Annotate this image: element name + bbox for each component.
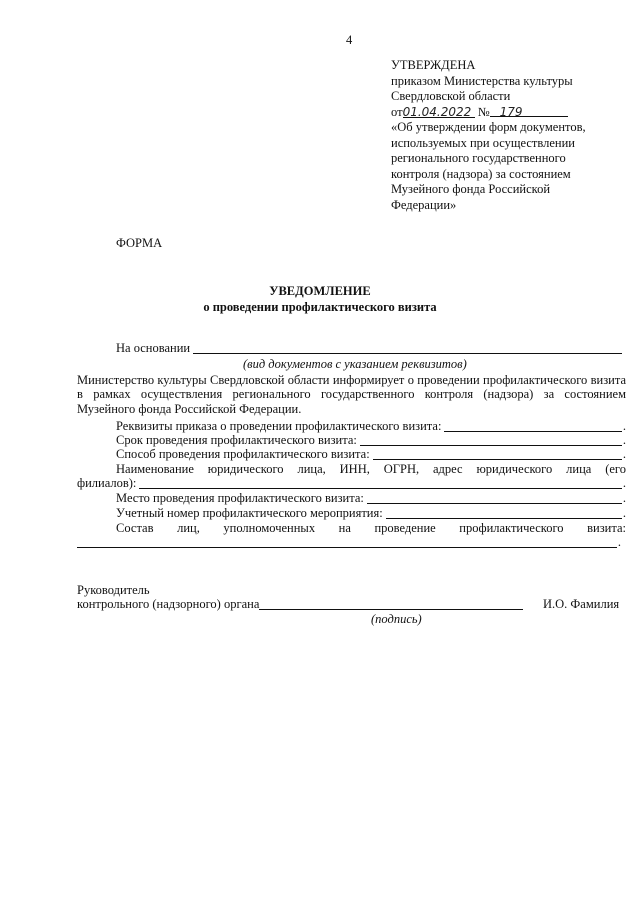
basis-row — [116, 341, 623, 356]
method-terminator: . — [622, 447, 626, 461]
title-line-1: УВЕДОМЛЕНИЕ — [269, 284, 371, 298]
staff-label-line: Состав лиц, уполномоченных на проведение профилактического визита: — [116, 521, 626, 535]
signature-caption: (подпись) — [371, 612, 422, 626]
entity-label-line-1: Наименование юридического лица, ИНН, ОГРН, адрес юридического лица (его — [116, 462, 626, 476]
signature-name: И.О. Фамилия — [543, 597, 620, 611]
approval-block — [391, 58, 586, 213]
signature-input-line[interactable] — [259, 597, 523, 610]
registry-terminator: . — [622, 506, 626, 520]
entity-terminator: . — [622, 476, 626, 490]
about-line-6: Федерации» — [391, 197, 457, 212]
about-line-2: используемых при осуществлении — [391, 135, 575, 150]
title-line-2: о проведении профилактического визита — [203, 300, 437, 314]
date-prefix: от — [391, 104, 403, 119]
about-line-4: контроля (надзора) за состоянием — [391, 166, 571, 181]
handwritten-order-number: 179 — [490, 105, 568, 117]
registry-row — [116, 506, 626, 521]
staff-row — [77, 535, 621, 550]
basis-caption: (вид документов с указанием реквизитов) — [243, 357, 467, 371]
duration-input-line[interactable] — [360, 433, 622, 446]
method-input-line[interactable] — [373, 447, 622, 460]
registry-label: Учетный номер профилактического мероприятия: — [116, 506, 383, 520]
approved-by-line-1: приказом Министерства культуры — [391, 73, 573, 88]
form-label: ФОРМА — [116, 236, 163, 250]
staff-input-line[interactable] — [77, 535, 617, 548]
order-details-label: Реквизиты приказа о проведении профилактического визита: — [116, 419, 442, 433]
signature-role-line-2: контрольного (надзорного) органа — [77, 597, 260, 611]
handwritten-date: 01.04.2022 — [403, 105, 475, 118]
number-prefix: № — [477, 104, 490, 119]
basis-input-line[interactable] — [193, 341, 622, 354]
entity-label-line-2: филиалов): — [77, 476, 137, 490]
page-number: 4 — [346, 33, 353, 47]
place-input-line[interactable] — [367, 491, 622, 504]
order-details-terminator: . — [622, 419, 626, 433]
order-details-row — [116, 419, 626, 434]
place-row — [116, 491, 626, 506]
order-date-number-line — [391, 105, 586, 121]
intro-paragraph: Министерство культуры Свердловской области информирует о проведении профилактического визита в рамках осуществления регионального государственного контроля (надзора) за состоянием Музейного фонда Российской Федерации. — [77, 373, 626, 416]
signature-row — [77, 597, 524, 612]
approved-title: УТВЕРЖДЕНА — [391, 58, 476, 72]
entity-row — [77, 476, 626, 491]
method-row — [116, 447, 626, 462]
duration-terminator: . — [622, 433, 626, 447]
document-title — [0, 283, 640, 315]
about-line-1: «Об утверждении форм документов, — [391, 120, 586, 134]
place-label: Место проведения профилактического визита: — [116, 491, 364, 505]
basis-label: На основании — [116, 341, 191, 355]
duration-row — [116, 433, 626, 448]
method-label: Способ проведения профилактического визита: — [116, 447, 370, 461]
approved-by-line-2: Свердловской области — [391, 89, 511, 103]
signature-role-line-1: Руководитель — [77, 583, 150, 597]
about-line-3: регионального государственного — [391, 151, 566, 165]
registry-input-line[interactable] — [386, 506, 622, 519]
entity-input-line[interactable] — [139, 476, 621, 489]
order-details-input-line[interactable] — [444, 419, 621, 432]
about-line-5: Музейного фонда Российской — [391, 182, 551, 196]
place-terminator: . — [622, 491, 626, 505]
duration-label: Срок проведения профилактического визита: — [116, 433, 357, 447]
staff-terminator: . — [617, 535, 621, 549]
